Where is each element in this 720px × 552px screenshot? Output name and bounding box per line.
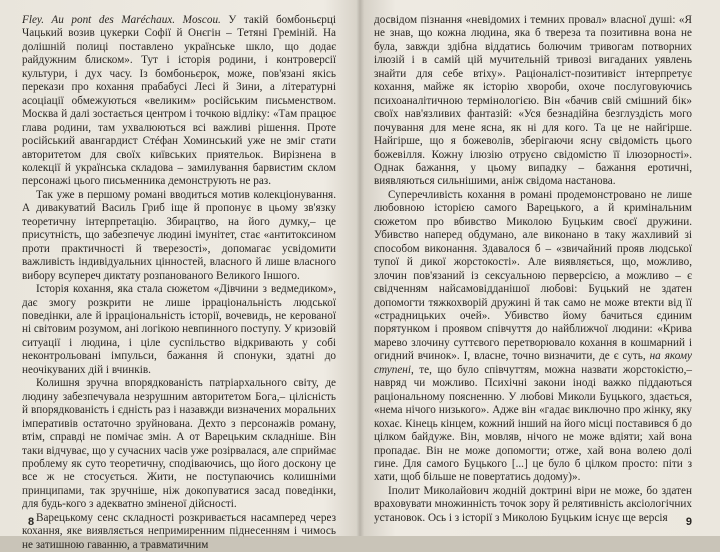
paragraph-text: У такій бомбоньєрці Чацький возив цукерки Софії й Онєгін – Тетяні Греміній. На долішній полиці поставлено українське шкло, що додає райдужним блиском». Тут і історія родини, і контроверсії культури, і дух часу. Із бомбоньєрок, може, пов'язані якісь перекази про кохання прабабусі Лесі й Зини, а літературні асоціації обмежуються «великим» російським письменством. Москва й далі зостається центром і точкою відліку: «Там працює глава родини, там ухвалюються всі важливі рішення. Проте російський авангардист Стéфан Хоминський уже не зміг стати авторитетом для своїх київських приятельок. Вирізнена в колекції й українська складова – замилування барвистим склом персонажі цього письменника демонструють не раз. — [22, 14, 336, 188]
right-page — [362, 0, 720, 536]
page-number: 9 — [685, 516, 692, 528]
paragraph — [22, 14, 336, 189]
italic-phrase: Fley. Au pont des Maréchaux. Moscou. — [22, 14, 221, 26]
paragraph: Колишня зручна впорядкованість патріархального світу, де людину забезпечувала незрушним авторитетом Бога,– цілісність й впорядкованість і єдність раз і назавжди визначених моральних імперативів остаточно зруйнована. Дехто з персонажів роману, втім, справді не помічає змін. А от Варецьким складніше. Він таки відчуває, що у сучасних часів уже розірвалася, але сприймає проблему як суто теоретичну, сподіваючись, що його доскону це все ж не стосується. Жити, не поступаючись колишніми принципами, так зручніше, ніж докопуватися засад поведінки, для будь-кого з адекватно зміненої дійсності. — [22, 377, 336, 511]
left-page-text — [22, 14, 336, 552]
paragraph: Суперечливість кохання в романі продемонстровано не лише любовною історією самого Варецького, а й кримінальним сюжетом про вбивство Миколою Буцьким своєї дружини. Убивство наперед обдумано, але виконано в таку жахливий зі способом виконання. Здавалося б – «звичайний прояв людської тупої й дикої жорстокості». Але виявляється, що, можливо, злочин пов'язаний із сексуальною перверсією, а можливо – є свідченням найсамовідданішої любові: Буцький не здатен допомогти тяжкохворій дружині й так само не може втекти від її «страдницьких очей». Убивство йому бачиться єдиним порятунком і проявом співчуття до найближчої людини: «Крива марево злочину суттєвого перетворювало кохання в кошмарний і огидний вчинок». І, власне, точно визначити, де є суть, на якому ступені, те, що було співчуттям, можна назвати жорстокістю,– навряд чи можливо. Психічні закони іноді важко піддаються раціональному поясненню. У любові Миколи Буцького, здається, «нема нічого низького». Адже він «гадає виключно про жінку, яку кохає. Кінець кінцем, кожний інший на його місці поставився б до цілком байдуже. Він, мовляв, нічого не може вдіяти; хай вона пропадає. Він не може допомогти; отже, хай вона волею долі гине. Для самого Буцького [...] це було б цілком просто: піти з хати, щоб більше не повертатись додому)». — [374, 188, 692, 484]
right-page-text — [374, 14, 692, 525]
paragraph: досвідом пізнання «невідомих і темних провал» власної душі: «Я не знав, що кожна людина, яка б твереза та позитивна вона не була, завжди здібна віддатись болючим тривогам потворних ілюзій і в самій цій мучительній тривозі вигаданих уявлень знайти для себе втіху». Раціоналіст-позитивіст інтерпретує кохання, майже як історію хвороби, охоче послуговуючись психоаналітичною термінологією. Він «бачив свій смішний бік» своїх нав'язливих фантазій: «Уся безнадійна безглуздість мого почування для мене ясна, як ні для кого. Та це не найгірше. Найгірше, що я божеволів, зберігаючи ясну свідомість цього божевілля. Кожну ілюзію отруєно свідомістю її ілюзорності». Однак бажання, у цьому випадку – бажання еротичні, виявляються сильнішими, аніж свідома настанова. — [374, 14, 692, 188]
paragraph: Так уже в першому романі вводиться мотив колекціонування. А дивакуватий Василь Гриб іще й пропонує в цьому зв'язку теоретичну інтерпретацію. Збирацтво, на його думку,– це присутність, що забезпечує людині імунітет, стає «антитоксином проти практичності й тверезості», допомагає усвідомити важливість індивідуальних цінностей, власного й лише власного вибору всупереч диктату розпанованого Великого Іншого. — [22, 188, 336, 282]
paragraph: Варецькому сенс складності розкривається насамперед через кохання, яке виявляється непримиренним піднесенням і чимось не затишною гаванню, а травматичним — [22, 511, 336, 551]
paragraph: Історія кохання, яка стала сюжетом «Дівчини з ведмедиком», дає змогу розкрити не лише ірраціональність людської поведінки, але й ірраціональність історії, вочевидь, не керованої ні світовим розумом, ані логікою невпинного поступу. У кризовій ситуації і людина, і ціле суспільство відкривають у собі неконтрольовані імпульси, бажання й спонуки, здатні до неочікуваних дій і вчинків. — [22, 283, 336, 376]
left-page — [0, 0, 358, 551]
paragraph: Іполит Миколайович жодній доктрині віри не може, бо здатен враховувати множинність точок зору й релятивність аксіологічних установок. Ось і з історії з Миколою Буцьким існує ще версія — [374, 484, 692, 524]
page-number: 8 — [28, 516, 35, 528]
